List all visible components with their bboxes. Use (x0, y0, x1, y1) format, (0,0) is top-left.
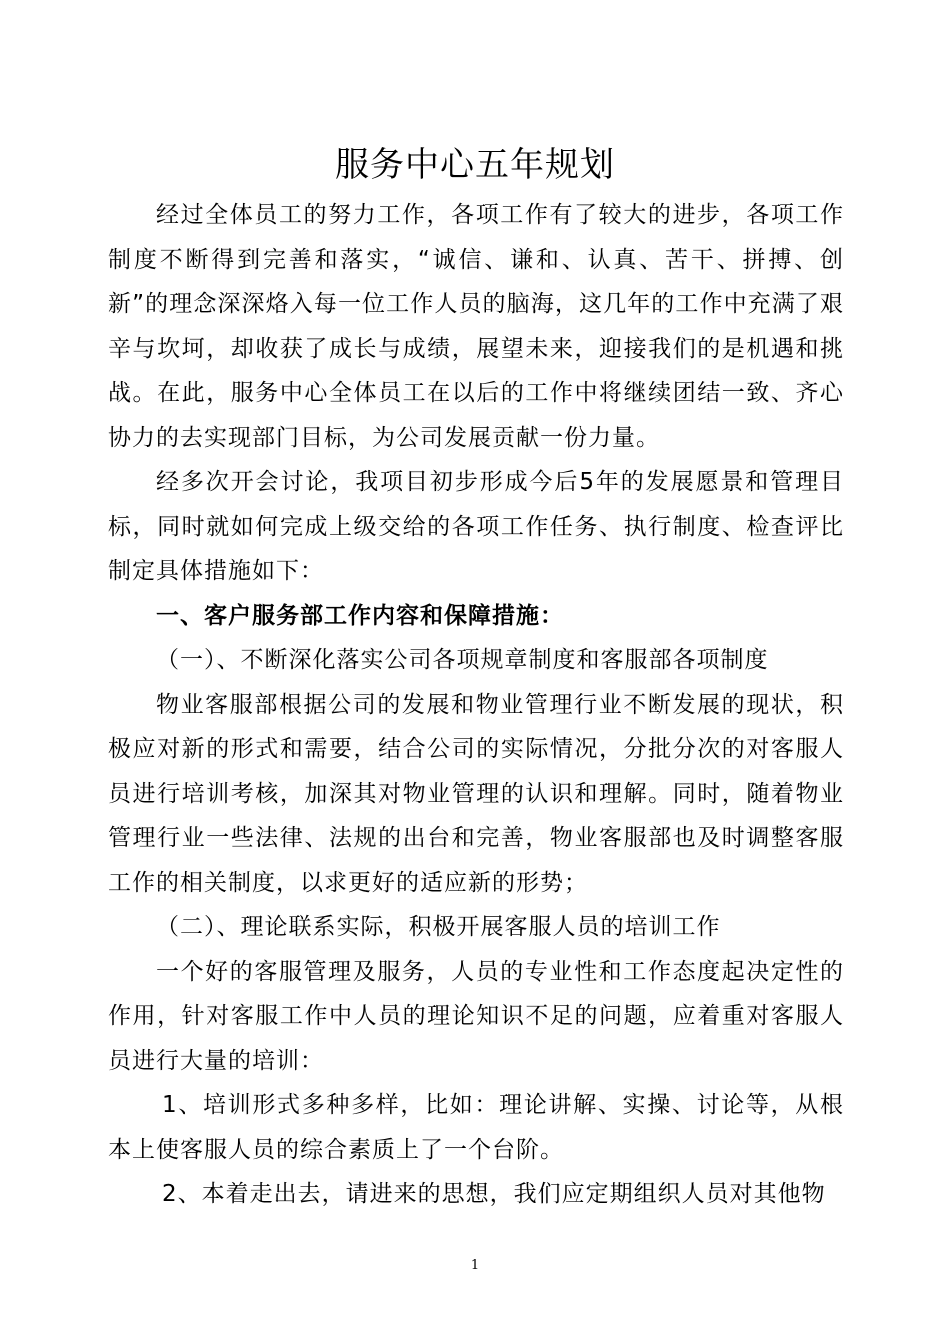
document-body (108, 193, 844, 1217)
document-title: 服务中心五年规划 (335, 145, 615, 185)
paragraph-training: 一个好的客服管理及服务，人员的专业性和工作态度起决定性的作用，针对客服工作中人员的理论知识不足的问题，应着重对客服人员进行大量的培训： (108, 958, 844, 1074)
list-item-go-out: 2、本着走出去，请进来的思想，我们应定期组织人员对其他物 (162, 1181, 826, 1207)
page-number: 1 (470, 1258, 480, 1273)
paragraph-discussion: 经多次开会讨论，我项目初步形成今后5年的发展愿景和管理目标，同时就如何完成上级交给的各项工作任务、执行制度、检查评比制定具体措施如下： (108, 469, 844, 584)
section-heading-customer-service: 一、客户服务部工作内容和保障措施： (156, 602, 564, 629)
paragraph-intro: 经过全体员工的努力工作，各项工作有了较大的进步，各项工作制度不断得到完善和落实，“诚信、谦和、认真、苦干、拼搏、创新”的理念深深烙入每一位工作人员的脑海，这几年的工作中充满了艰辛与坎坷，却收获了成长与成绩，展望未来，迎接我们的是机遇和挑战。在此，服务中心全体员工在以后的工作中将继续团结一致、齐心协力的去实现部门目标，为公司发展贡献一份力量。 (108, 202, 844, 451)
subsection-heading-1: （一）、不断深化落实公司各项规章制度和客服部各项制度 (156, 647, 769, 673)
paragraph-regulations: 物业客服部根据公司的发展和物业管理行业不断发展的现状，积极应对新的形式和需要，结合公司的实际情况，分批分次的对客服人员进行培训考核，加深其对物业管理的认识和理解。同时，随着物业管理行业一些法律、法规的出台和完善，物业客服部也及时调整客服工作的相关制度，以求更好的适应新的形势； (108, 691, 844, 896)
list-item-training-forms: 1、培训形式多种多样，比如：理论讲解、实操、讨论等，从根本上使客服人员的综合素质上了一个台阶。 (108, 1092, 844, 1163)
subsection-heading-2: （二）、理论联系实际，积极开展客服人员的培训工作 (156, 914, 721, 940)
